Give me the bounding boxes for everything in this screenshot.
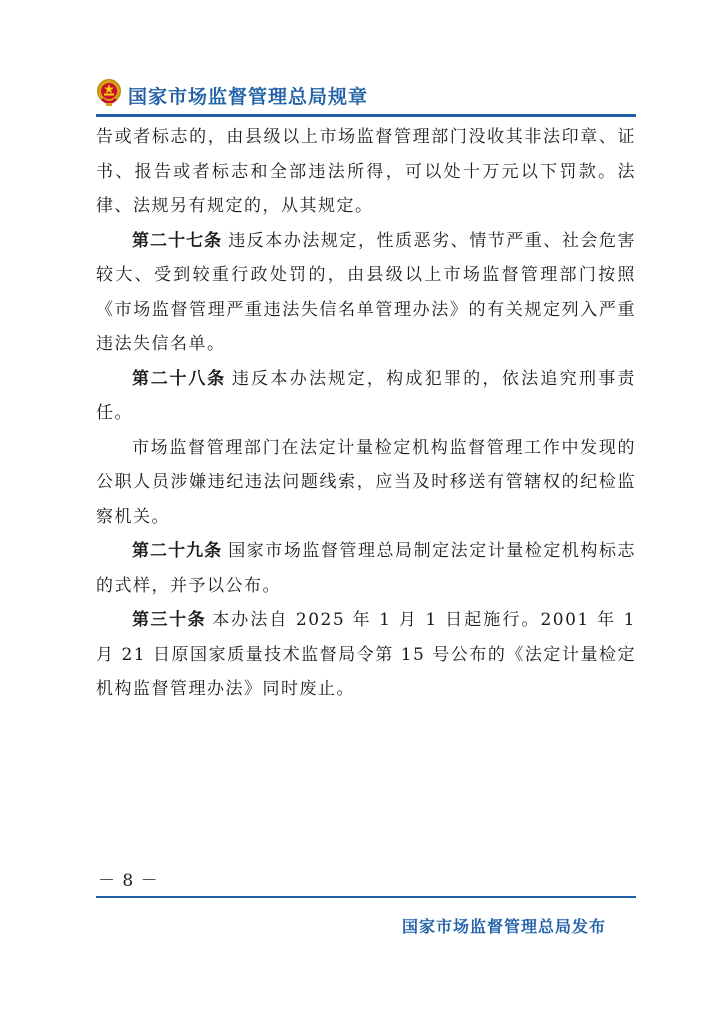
paragraph-text: 国家市场监督管理总局制定法定计量检定机构标志的式样，并予以公布。 [96, 541, 637, 596]
paragraph-article-29 [96, 534, 636, 603]
article-heading: 第二十九条 [132, 541, 223, 561]
paragraph-article-28 [96, 362, 636, 431]
article-heading: 第二十八条 [132, 368, 226, 389]
footer-publisher: 国家市场监督管理总局发布 [402, 917, 607, 936]
document-body [96, 120, 636, 707]
paragraph-text: 市场监督管理部门在法定计量检定机构监督管理工作中发现的公职人员涉嫌违纪违法问题线索，应当及时移送有管辖权的纪检监察机关。 [96, 437, 636, 527]
paragraph-continuation [96, 120, 636, 224]
page-number: － 8 － [98, 871, 159, 891]
paragraph-text: 违反本办法规定，性质恶劣、情节严重、社会危害较大、受到较重行政处罚的，由县级以上市场监督管理部门按照《市场监督管理严重违法失信名单管理办法》的有关规定列入严重违法失信名单。 [96, 230, 637, 354]
page-header [96, 74, 636, 118]
paragraph-article-27 [96, 224, 636, 362]
header-title: 国家市场监督管理总局规章 [128, 86, 369, 108]
paragraph-text: 违反本办法规定，构成犯罪的，依法追究刑事责任。 [96, 368, 637, 423]
paragraph-text: 本办法自 2025 年 1 月 1 日起施行。2001 年 1 月 21 日原国家质量技术监督局令第 15 号公布的《法定计量检定机构监督管理办法》同时废止。 [96, 610, 636, 699]
footer-divider [96, 896, 636, 898]
article-heading: 第三十条 [132, 610, 207, 630]
header-divider [96, 114, 636, 117]
paragraph-article-30 [96, 603, 636, 707]
article-heading: 第二十七条 [132, 230, 223, 251]
paragraph-article-28-clause-2 [96, 431, 636, 535]
national-emblem-icon [96, 78, 122, 108]
paragraph-text: 告或者标志的，由县级以上市场监督管理部门没收其非法印章、证书、报告或者标志和全部违法所得，可以处十万元以下罚款。法律、法规另有规定的，从其规定。 [96, 127, 636, 216]
